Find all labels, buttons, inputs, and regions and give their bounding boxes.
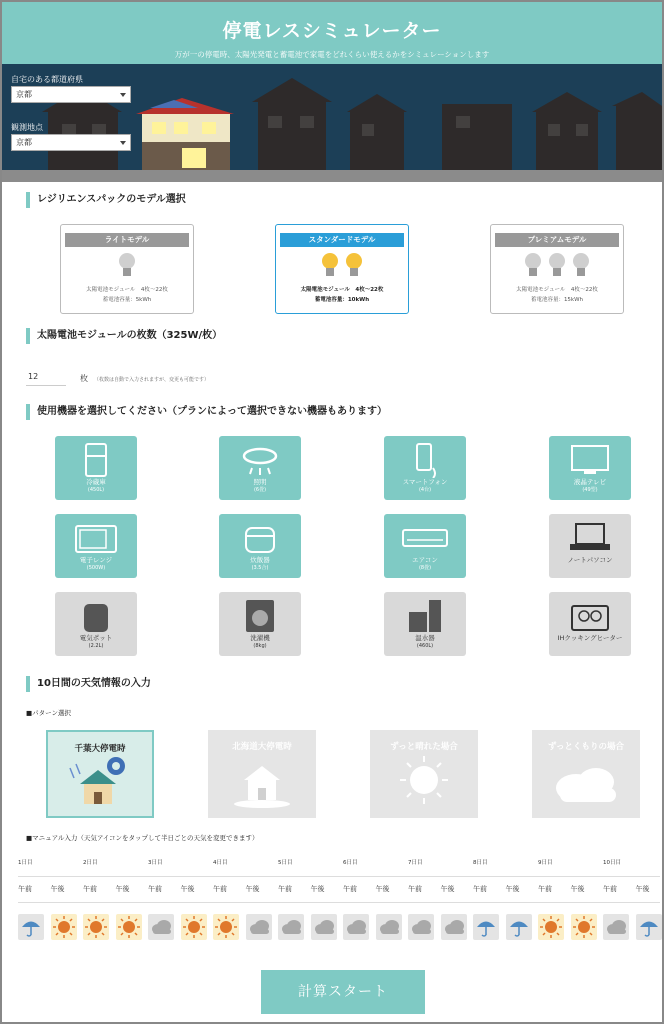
device-label: 照明 <box>253 478 267 486</box>
am-label: 午前 <box>603 885 617 893</box>
device-label: 電気ポット <box>79 634 113 642</box>
cloud-icon <box>408 914 434 940</box>
weather-toggle-cloud[interactable] <box>311 914 337 940</box>
cloud-icon <box>148 914 174 940</box>
model-storage: 蓄電池容量：15kWh <box>530 297 584 303</box>
microwave-icon <box>55 520 137 556</box>
model-section-title: レジリエンスパックのモデル選択 <box>26 192 186 208</box>
divider <box>18 902 660 903</box>
weather-toggle-sun[interactable] <box>83 914 109 940</box>
model-storage: 蓄電池容量：5kWh <box>102 297 152 303</box>
station-label: 観測地点 <box>11 123 43 132</box>
device-label: 炊飯器 <box>250 556 270 564</box>
hero-banner <box>2 64 662 182</box>
cloud-icon <box>343 914 369 940</box>
am-label: 午前 <box>343 885 357 893</box>
sun-icon <box>384 752 464 808</box>
pm-label: 午後 <box>50 885 65 893</box>
device-label: 温水器 <box>415 634 435 642</box>
kettle-icon <box>55 598 137 634</box>
device-label: 電子レンジ <box>79 556 113 564</box>
bulb-icon <box>61 251 193 285</box>
pm-label: 午後 <box>310 885 325 893</box>
device-section-title: 使用機器を選択してください（プランによって選択できない機器もあります） <box>26 404 387 420</box>
app-header <box>2 2 662 64</box>
sun-icon <box>571 914 597 940</box>
am-label: 午前 <box>83 885 97 893</box>
rain-icon <box>636 914 662 940</box>
device-spec: (500W) <box>86 565 106 571</box>
device-label: エアコン <box>412 556 438 564</box>
am-label: 午前 <box>148 885 162 893</box>
cloud-icon <box>278 914 304 940</box>
smartphone-icon <box>384 442 466 478</box>
device-label: 冷蔵庫 <box>86 478 106 486</box>
pattern-name: ずっと晴れた場合 <box>390 742 458 752</box>
weather-toggle-sun[interactable] <box>51 914 77 940</box>
pattern-card-hokkaido[interactable] <box>208 730 316 818</box>
weather-toggle-rain[interactable] <box>473 914 499 940</box>
device-spec: (3.5合) <box>251 565 269 571</box>
model-module: 太陽電池モジュール 4枚〜22枚 <box>300 287 384 293</box>
pm-label: 午後 <box>180 885 195 893</box>
pattern-card-chiba[interactable] <box>46 730 154 818</box>
weather-toggle-sun[interactable] <box>538 914 564 940</box>
fridge-icon <box>55 442 137 478</box>
day-label: 4日目 <box>213 860 228 866</box>
cloud-icon <box>311 914 337 940</box>
pattern-name: ずっとくもりの場合 <box>548 742 624 752</box>
weather-toggle-cloud[interactable] <box>408 914 434 940</box>
weather-toggle-rain[interactable] <box>506 914 532 940</box>
day-label: 6日目 <box>343 860 358 866</box>
typhoon-house-icon <box>60 754 140 810</box>
cloud-icon <box>246 914 272 940</box>
model-storage: 蓄電池容量：10kWh <box>314 297 370 303</box>
device-spec: (49型) <box>582 487 598 493</box>
model-card-standard[interactable] <box>275 224 409 314</box>
device-spec: (2.2L) <box>88 643 104 649</box>
sun-icon <box>213 914 239 940</box>
am-label: 午前 <box>473 885 487 893</box>
pm-label: 午後 <box>505 885 520 893</box>
laptop-icon <box>549 520 631 556</box>
device-toggle[interactable] <box>384 592 466 656</box>
model-card-premium[interactable] <box>490 224 624 314</box>
weather-toggle-sun[interactable] <box>116 914 142 940</box>
weather-toggle-sun[interactable] <box>181 914 207 940</box>
device-label: 洗濯機 <box>250 634 270 642</box>
weather-toggle-cloud[interactable] <box>278 914 304 940</box>
pm-label: 午後 <box>375 885 390 893</box>
chevron-down-icon <box>120 93 126 97</box>
weather-toggle-cloud[interactable] <box>603 914 629 940</box>
day-label: 7日目 <box>408 860 423 866</box>
sun-icon <box>116 914 142 940</box>
device-toggle[interactable] <box>549 514 631 578</box>
device-toggle[interactable] <box>55 514 137 578</box>
cloud-icon <box>376 914 402 940</box>
pm-label: 午後 <box>115 885 130 893</box>
panel-section-title: 太陽電池モジュールの枚数（325W/枚） <box>26 328 222 344</box>
device-spec: (450L) <box>87 487 105 493</box>
model-name: スタンダードモデル <box>280 233 404 247</box>
calculate-start-button[interactable]: 計算スタート <box>261 970 425 1014</box>
device-toggle[interactable] <box>55 436 137 500</box>
am-label: 午前 <box>538 885 552 893</box>
device-spec: (6畳) <box>253 487 267 493</box>
weather-toggle-cloud[interactable] <box>246 914 272 940</box>
panel-count-input[interactable]: 12 <box>26 372 66 386</box>
page-title: 停電レスシミュレーター <box>222 20 442 42</box>
weather-toggle-rain[interactable] <box>636 914 662 940</box>
rice-cooker-icon <box>219 520 301 556</box>
chevron-down-icon <box>120 141 126 145</box>
device-spec: (8kg) <box>253 643 267 649</box>
am-label: 午前 <box>408 885 422 893</box>
aircon-icon <box>384 520 466 556</box>
light-icon <box>219 442 301 478</box>
am-label: 午前 <box>278 885 292 893</box>
bulb-icon <box>276 251 408 285</box>
pm-label: 午後 <box>245 885 260 893</box>
tv-icon <box>549 442 631 478</box>
day-label: 10日目 <box>603 860 621 866</box>
model-name: ライトモデル <box>65 233 189 247</box>
device-toggle[interactable] <box>219 592 301 656</box>
water-heater-icon <box>384 598 466 634</box>
model-name: プレミアムモデル <box>495 233 619 247</box>
prefecture-value: 京都 <box>16 90 32 99</box>
day-label: 8日目 <box>473 860 488 866</box>
device-toggle[interactable] <box>384 514 466 578</box>
sun-icon <box>538 914 564 940</box>
model-module: 太陽電池モジュール 4枚〜22枚 <box>86 287 168 293</box>
weather-toggle-sun[interactable] <box>213 914 239 940</box>
device-label: 液晶テレビ <box>573 478 607 486</box>
model-module: 太陽電池モジュール 4枚〜22枚 <box>516 287 598 293</box>
day-label: 2日目 <box>83 860 98 866</box>
station-select[interactable] <box>11 134 131 151</box>
weather-section-title: 10日間の天気情報の入力 <box>26 676 151 692</box>
device-toggle[interactable] <box>549 592 631 656</box>
rain-icon <box>473 914 499 940</box>
day-label: 5日目 <box>278 860 293 866</box>
pm-label: 午後 <box>570 885 585 893</box>
device-spec: (460L) <box>416 643 434 649</box>
weather-toggle-cloud[interactable] <box>376 914 402 940</box>
sun-icon <box>181 914 207 940</box>
cloud-icon <box>603 914 629 940</box>
device-toggle[interactable] <box>219 514 301 578</box>
device-label: IHクッキングヒーター <box>557 634 623 642</box>
pm-label: 午後 <box>635 885 650 893</box>
station-value: 京都 <box>16 138 32 147</box>
washer-icon <box>219 598 301 634</box>
rain-icon <box>506 914 532 940</box>
day-label: 3日目 <box>148 860 163 866</box>
sun-icon <box>51 914 77 940</box>
prefecture-label: 自宅のある都道府県 <box>11 75 83 84</box>
day-label: 9日目 <box>538 860 553 866</box>
pattern-card-sunny[interactable] <box>370 730 478 818</box>
panel-note: （枚数は自動で入力されますが、変更も可能です） <box>94 377 210 383</box>
rain-icon <box>18 914 44 940</box>
divider <box>18 876 660 877</box>
ih-cooker-icon <box>549 598 631 634</box>
page-subtitle: 万が一の停電時、太陽光発電と蓄電池で家電をどれくらい使えるかをシミュレーションします <box>174 50 490 59</box>
device-toggle[interactable] <box>55 592 137 656</box>
pm-label: 午後 <box>440 885 455 893</box>
device-toggle[interactable] <box>384 436 466 500</box>
weather-toggle-cloud[interactable] <box>441 914 467 940</box>
weather-toggle-cloud[interactable] <box>343 914 369 940</box>
device-spec: (4台) <box>418 487 432 493</box>
pattern-name: 千葉大停電時 <box>74 744 126 754</box>
ground-strip <box>2 170 662 182</box>
weather-toggle-sun[interactable] <box>571 914 597 940</box>
sun-icon <box>83 914 109 940</box>
pattern-name: 北海道大停電時 <box>232 742 292 752</box>
manual-label: ■マニュアル入力（天気アイコンをタップして半日ごとの天気を変更できます） <box>26 834 259 842</box>
am-label: 午前 <box>213 885 227 893</box>
pattern-card-cloudy[interactable] <box>532 730 640 818</box>
device-label: スマートフォン <box>402 478 448 486</box>
town-illustration <box>2 64 662 182</box>
device-spec: (8畳) <box>418 565 432 571</box>
panel-unit: 枚 <box>80 374 88 383</box>
bulb-icon <box>491 251 623 285</box>
weather-toggle-cloud[interactable] <box>148 914 174 940</box>
device-toggle[interactable] <box>219 436 301 500</box>
cloud-icon <box>441 914 467 940</box>
day-label: 1日目 <box>18 860 33 866</box>
prefecture-select[interactable] <box>11 86 131 103</box>
weather-toggle-rain[interactable] <box>18 914 44 940</box>
pattern-label: ■パターン選択 <box>26 709 72 717</box>
device-toggle[interactable] <box>549 436 631 500</box>
model-card-light[interactable] <box>60 224 194 314</box>
earthquake-house-icon <box>222 752 302 808</box>
cloud-icon <box>546 752 626 808</box>
device-label: ノートパソコン <box>567 556 613 564</box>
am-label: 午前 <box>18 885 32 893</box>
